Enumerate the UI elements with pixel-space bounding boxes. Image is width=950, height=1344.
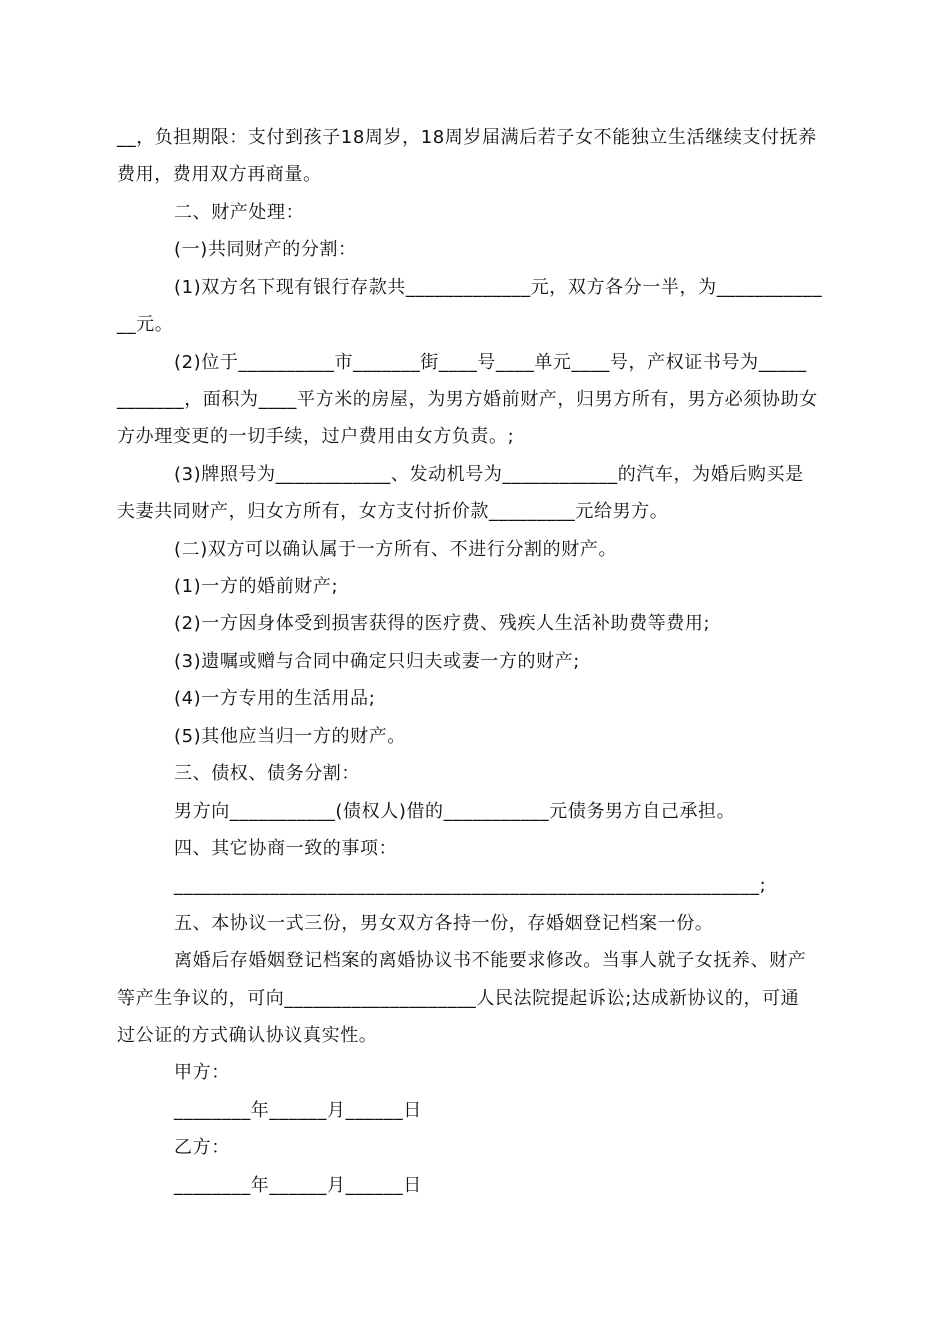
- list-item: (1)一方的婚前财产;: [174, 576, 339, 597]
- paragraph-line: (2)位于__________市_______街____号____单元____号，产权证书号为_____: [174, 352, 807, 373]
- section-heading: 三、债权、债务分割：: [174, 763, 360, 784]
- paragraph-line: 离婚后存婚姻登记档案的离婚协议书不能要求修改。当事人就子女抚养、财产: [174, 950, 807, 971]
- list-item: (2)一方因身体受到损害获得的医疗费、残疾人生活补助费等费用;: [174, 613, 711, 634]
- paragraph-line: 等产生争议的，可向____________________人民法院提起诉讼;达成新协议的，可通: [117, 988, 800, 1009]
- section-heading: 五、本协议一式三份，男女双方各持一份，存婚姻登记档案一份。: [174, 913, 714, 934]
- paragraph-line: __，负担期限：支付到孩子18周岁，18周岁届满后若子女不能独立生活继续支付抚养: [117, 127, 817, 148]
- paragraph-line: 费用，费用双方再商量。: [117, 164, 322, 185]
- list-item: (5)其他应当归一方的财产。: [174, 726, 406, 747]
- paragraph-line: 夫妻共同财产，归女方所有，女方支付折价款_________元给男方。: [117, 501, 669, 522]
- list-item: (4)一方专用的生活用品;: [174, 688, 376, 709]
- paragraph-line: __元。: [117, 314, 174, 335]
- party-b-date: ________年______月______日: [174, 1175, 422, 1196]
- paragraph-line: 男方向___________(债权人)借的___________元债务男方自己承担。: [174, 801, 736, 822]
- paragraph-line: _______，面积为____平方米的房屋，为男方婚前财产，归男方所有，男方必须协助女: [117, 389, 818, 410]
- paragraph-line: 方办理变更的一切手续，过户费用由女方负责。;: [117, 426, 515, 447]
- subsection-heading: (二)双方可以确认属于一方所有、不进行分割的财产。: [174, 539, 618, 560]
- party-b-label: 乙方：: [174, 1137, 230, 1158]
- paragraph-line: 过公证的方式确认协议真实性。: [117, 1025, 378, 1046]
- section-heading: 四、其它协商一致的事项：: [174, 838, 398, 859]
- blank-fill-line: _____________________________________________________________;: [174, 875, 767, 896]
- party-a-label: 甲方：: [174, 1062, 230, 1083]
- party-a-date: ________年______月______日: [174, 1100, 422, 1121]
- paragraph-line: (3)牌照号为____________、发动机号为____________的汽车，为婚后购买是: [174, 464, 804, 485]
- subsection-heading: (一)共同财产的分割：: [174, 239, 357, 260]
- list-item: (3)遗嘱或赠与合同中确定只归夫或妻一方的财产;: [174, 651, 580, 672]
- section-heading: 二、财产处理：: [174, 202, 305, 223]
- paragraph-line: (1)双方名下现有银行存款共_____________元，双方各分一半，为___________: [174, 277, 823, 298]
